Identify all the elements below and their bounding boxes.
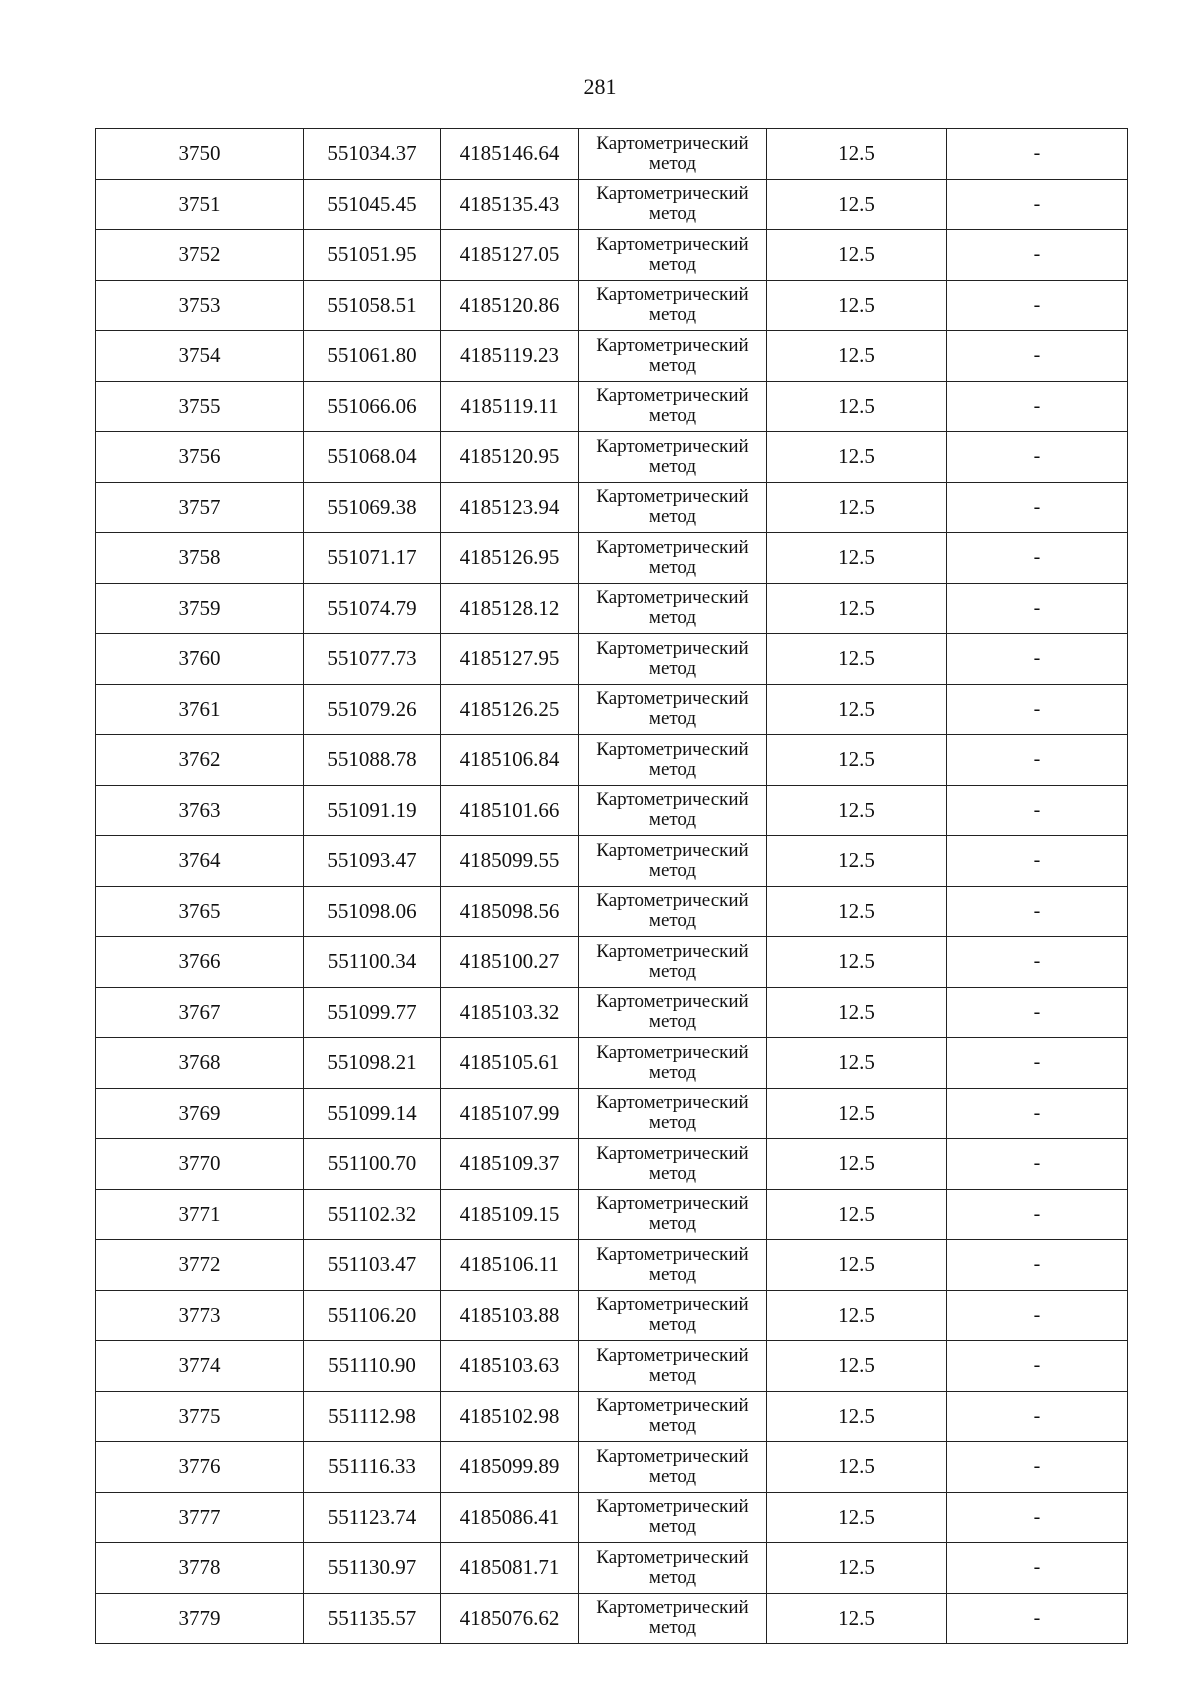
description-cell: - (947, 331, 1128, 382)
method-line-1: Картометрический (596, 587, 749, 609)
x-coordinate-cell: 551066.06 (304, 381, 441, 432)
table-row (96, 432, 1128, 483)
point-number-cell: 3751 (96, 179, 304, 230)
method-cell (579, 836, 767, 887)
x-coordinate-cell: 551135.57 (304, 1593, 441, 1644)
point-number-cell: 3772 (96, 1240, 304, 1291)
method-line-2: метод (648, 1617, 697, 1639)
method-line-1: Картометрический (596, 1496, 749, 1518)
method-line-2: метод (648, 910, 697, 932)
precision-cell: 12.5 (767, 432, 947, 483)
y-coordinate-cell: 4185120.95 (441, 432, 579, 483)
description-cell: - (947, 381, 1128, 432)
x-coordinate-cell: 551034.37 (304, 129, 441, 180)
point-number-cell: 3774 (96, 1341, 304, 1392)
x-coordinate-cell: 551102.32 (304, 1189, 441, 1240)
y-coordinate-cell: 4185119.11 (441, 381, 579, 432)
table-row (96, 735, 1128, 786)
method-line-2: метод (648, 405, 697, 427)
x-coordinate-cell: 551112.98 (304, 1391, 441, 1442)
method-line-1: Картометрический (596, 284, 749, 306)
method-line-1: Картометрический (596, 435, 749, 457)
description-cell: - (947, 886, 1128, 937)
description-cell: - (947, 280, 1128, 331)
method-line-2: метод (648, 506, 697, 528)
y-coordinate-cell: 4185119.23 (441, 331, 579, 382)
description-cell: - (947, 1088, 1128, 1139)
method-line-1: Картометрический (596, 738, 749, 760)
method-cell (579, 937, 767, 988)
x-coordinate-cell: 551093.47 (304, 836, 441, 887)
method-line-2: метод (648, 304, 697, 326)
precision-cell: 12.5 (767, 179, 947, 230)
method-line-2: метод (648, 1415, 697, 1437)
x-coordinate-cell: 551071.17 (304, 533, 441, 584)
table-row (96, 280, 1128, 331)
method-cell (579, 1341, 767, 1392)
method-line-1: Картометрический (596, 688, 749, 710)
precision-cell: 12.5 (767, 1189, 947, 1240)
method-line-1: Картометрический (596, 789, 749, 811)
description-cell: - (947, 1391, 1128, 1442)
description-cell: - (947, 1290, 1128, 1341)
method-line-1: Картометрический (596, 1041, 749, 1063)
y-coordinate-cell: 4185126.25 (441, 684, 579, 735)
coordinates-table (95, 128, 1128, 1644)
method-line-2: метод (648, 354, 697, 376)
y-coordinate-cell: 4185123.94 (441, 482, 579, 533)
precision-cell: 12.5 (767, 583, 947, 634)
point-number-cell: 3768 (96, 1038, 304, 1089)
precision-cell: 12.5 (767, 1038, 947, 1089)
table-row (96, 1240, 1128, 1291)
method-line-1: Картометрический (596, 334, 749, 356)
x-coordinate-cell: 551079.26 (304, 684, 441, 735)
precision-cell: 12.5 (767, 684, 947, 735)
table-row (96, 785, 1128, 836)
table-row (96, 230, 1128, 281)
description-cell: - (947, 684, 1128, 735)
description-cell: - (947, 230, 1128, 281)
point-number-cell: 3752 (96, 230, 304, 281)
y-coordinate-cell: 4185076.62 (441, 1593, 579, 1644)
precision-cell: 12.5 (767, 1240, 947, 1291)
precision-cell: 12.5 (767, 785, 947, 836)
method-cell (579, 482, 767, 533)
method-cell (579, 886, 767, 937)
method-cell (579, 432, 767, 483)
x-coordinate-cell: 551100.70 (304, 1139, 441, 1190)
method-line-1: Картометрический (596, 890, 749, 912)
method-line-1: Картометрический (596, 1546, 749, 1568)
method-cell (579, 230, 767, 281)
x-coordinate-cell: 551061.80 (304, 331, 441, 382)
description-cell: - (947, 987, 1128, 1038)
table-row (96, 1391, 1128, 1442)
precision-cell: 12.5 (767, 1290, 947, 1341)
point-number-cell: 3770 (96, 1139, 304, 1190)
method-line-2: метод (648, 1566, 697, 1588)
precision-cell: 12.5 (767, 129, 947, 180)
x-coordinate-cell: 551045.45 (304, 179, 441, 230)
precision-cell: 12.5 (767, 634, 947, 685)
x-coordinate-cell: 551069.38 (304, 482, 441, 533)
precision-cell: 12.5 (767, 230, 947, 281)
method-line-1: Картометрический (596, 132, 749, 154)
method-cell (579, 331, 767, 382)
x-coordinate-cell: 551106.20 (304, 1290, 441, 1341)
precision-cell: 12.5 (767, 1088, 947, 1139)
point-number-cell: 3757 (96, 482, 304, 533)
method-line-2: метод (648, 657, 697, 679)
y-coordinate-cell: 4185127.05 (441, 230, 579, 281)
y-coordinate-cell: 4185086.41 (441, 1492, 579, 1543)
method-cell (579, 129, 767, 180)
method-line-1: Картометрический (596, 991, 749, 1013)
description-cell: - (947, 533, 1128, 584)
y-coordinate-cell: 4185102.98 (441, 1391, 579, 1442)
method-cell (579, 1543, 767, 1594)
y-coordinate-cell: 4185128.12 (441, 583, 579, 634)
y-coordinate-cell: 4185127.95 (441, 634, 579, 685)
x-coordinate-cell: 551091.19 (304, 785, 441, 836)
method-line-2: метод (648, 203, 697, 225)
method-line-2: метод (648, 1112, 697, 1134)
precision-cell: 12.5 (767, 1391, 947, 1442)
method-cell (579, 1492, 767, 1543)
method-cell (579, 1240, 767, 1291)
point-number-cell: 3764 (96, 836, 304, 887)
method-line-2: метод (648, 1465, 697, 1487)
description-cell: - (947, 583, 1128, 634)
method-cell (579, 684, 767, 735)
method-cell (579, 1442, 767, 1493)
method-line-1: Картометрический (596, 233, 749, 255)
method-cell (579, 1088, 767, 1139)
table-row (96, 1341, 1128, 1392)
point-number-cell: 3767 (96, 987, 304, 1038)
y-coordinate-cell: 4185098.56 (441, 886, 579, 937)
description-cell: - (947, 634, 1128, 685)
precision-cell: 12.5 (767, 1492, 947, 1543)
method-line-2: метод (648, 758, 697, 780)
point-number-cell: 3778 (96, 1543, 304, 1594)
method-cell (579, 1189, 767, 1240)
method-cell (579, 280, 767, 331)
method-cell (579, 735, 767, 786)
description-cell: - (947, 937, 1128, 988)
x-coordinate-cell: 551099.14 (304, 1088, 441, 1139)
point-number-cell: 3776 (96, 1442, 304, 1493)
description-cell: - (947, 1442, 1128, 1493)
precision-cell: 12.5 (767, 1442, 947, 1493)
precision-cell: 12.5 (767, 987, 947, 1038)
description-cell: - (947, 1240, 1128, 1291)
x-coordinate-cell: 551051.95 (304, 230, 441, 281)
description-cell: - (947, 1189, 1128, 1240)
method-line-2: метод (648, 1516, 697, 1538)
table-row (96, 987, 1128, 1038)
table-row (96, 937, 1128, 988)
table-row (96, 1290, 1128, 1341)
method-line-2: метод (648, 607, 697, 629)
precision-cell: 12.5 (767, 331, 947, 382)
method-line-1: Картометрический (596, 1142, 749, 1164)
point-number-cell: 3779 (96, 1593, 304, 1644)
y-coordinate-cell: 4185120.86 (441, 280, 579, 331)
y-coordinate-cell: 4185081.71 (441, 1543, 579, 1594)
table-row (96, 1543, 1128, 1594)
method-cell (579, 1593, 767, 1644)
description-cell: - (947, 785, 1128, 836)
table-row (96, 129, 1128, 180)
x-coordinate-cell: 551068.04 (304, 432, 441, 483)
method-line-1: Картометрический (596, 839, 749, 861)
y-coordinate-cell: 4185109.15 (441, 1189, 579, 1240)
description-cell: - (947, 1139, 1128, 1190)
method-cell (579, 1139, 767, 1190)
method-line-1: Картометрический (596, 1597, 749, 1619)
y-coordinate-cell: 4185101.66 (441, 785, 579, 836)
coordinates-table-body (96, 129, 1128, 1644)
table-row (96, 1038, 1128, 1089)
page-number: 281 (583, 74, 617, 99)
method-line-1: Картометрический (596, 1395, 749, 1417)
method-line-2: метод (648, 455, 697, 477)
description-cell: - (947, 432, 1128, 483)
method-line-2: метод (648, 1364, 697, 1386)
point-number-cell: 3754 (96, 331, 304, 382)
method-line-1: Картометрический (596, 1445, 749, 1467)
method-line-2: метод (648, 1011, 697, 1033)
precision-cell: 12.5 (767, 381, 947, 432)
table-row (96, 533, 1128, 584)
y-coordinate-cell: 4185099.55 (441, 836, 579, 887)
x-coordinate-cell: 551110.90 (304, 1341, 441, 1392)
method-line-2: метод (648, 1263, 697, 1285)
point-number-cell: 3756 (96, 432, 304, 483)
y-coordinate-cell: 4185103.88 (441, 1290, 579, 1341)
y-coordinate-cell: 4185107.99 (441, 1088, 579, 1139)
point-number-cell: 3753 (96, 280, 304, 331)
x-coordinate-cell: 551077.73 (304, 634, 441, 685)
precision-cell: 12.5 (767, 1593, 947, 1644)
table-row (96, 886, 1128, 937)
table-row (96, 1139, 1128, 1190)
method-line-1: Картометрический (596, 183, 749, 205)
method-cell (579, 179, 767, 230)
method-cell (579, 1290, 767, 1341)
x-coordinate-cell: 551088.78 (304, 735, 441, 786)
point-number-cell: 3771 (96, 1189, 304, 1240)
description-cell: - (947, 482, 1128, 533)
method-line-2: метод (648, 708, 697, 730)
precision-cell: 12.5 (767, 735, 947, 786)
table-row (96, 331, 1128, 382)
y-coordinate-cell: 4185146.64 (441, 129, 579, 180)
method-line-2: метод (648, 1314, 697, 1336)
method-line-2: метод (648, 809, 697, 831)
point-number-cell: 3763 (96, 785, 304, 836)
table-row (96, 583, 1128, 634)
y-coordinate-cell: 4185109.37 (441, 1139, 579, 1190)
table-row (96, 1442, 1128, 1493)
point-number-cell: 3765 (96, 886, 304, 937)
table-row (96, 1492, 1128, 1543)
table-row (96, 1593, 1128, 1644)
point-number-cell: 3775 (96, 1391, 304, 1442)
description-cell: - (947, 1492, 1128, 1543)
precision-cell: 12.5 (767, 1341, 947, 1392)
method-line-1: Картометрический (596, 637, 749, 659)
method-cell (579, 1038, 767, 1089)
x-coordinate-cell: 551103.47 (304, 1240, 441, 1291)
y-coordinate-cell: 4185126.95 (441, 533, 579, 584)
description-cell: - (947, 129, 1128, 180)
table-row (96, 634, 1128, 685)
method-line-1: Картометрический (596, 1193, 749, 1215)
method-cell (579, 987, 767, 1038)
method-line-1: Картометрический (596, 1243, 749, 1265)
method-line-1: Картометрический (596, 940, 749, 962)
y-coordinate-cell: 4185135.43 (441, 179, 579, 230)
point-number-cell: 3760 (96, 634, 304, 685)
y-coordinate-cell: 4185105.61 (441, 1038, 579, 1089)
x-coordinate-cell: 551058.51 (304, 280, 441, 331)
table-row (96, 179, 1128, 230)
method-line-2: метод (648, 1061, 697, 1083)
method-cell (579, 381, 767, 432)
table-row (96, 836, 1128, 887)
x-coordinate-cell: 551098.06 (304, 886, 441, 937)
description-cell: - (947, 1543, 1128, 1594)
y-coordinate-cell: 4185100.27 (441, 937, 579, 988)
method-line-1: Картометрический (596, 1344, 749, 1366)
method-cell (579, 533, 767, 584)
description-cell: - (947, 1593, 1128, 1644)
y-coordinate-cell: 4185099.89 (441, 1442, 579, 1493)
y-coordinate-cell: 4185103.63 (441, 1341, 579, 1392)
point-number-cell: 3758 (96, 533, 304, 584)
method-line-1: Картометрический (596, 486, 749, 508)
table-row (96, 482, 1128, 533)
method-line-1: Картометрический (596, 385, 749, 407)
description-cell: - (947, 179, 1128, 230)
point-number-cell: 3761 (96, 684, 304, 735)
x-coordinate-cell: 551100.34 (304, 937, 441, 988)
point-number-cell: 3777 (96, 1492, 304, 1543)
precision-cell: 12.5 (767, 1139, 947, 1190)
description-cell: - (947, 836, 1128, 887)
x-coordinate-cell: 551116.33 (304, 1442, 441, 1493)
point-number-cell: 3773 (96, 1290, 304, 1341)
x-coordinate-cell: 551074.79 (304, 583, 441, 634)
precision-cell: 12.5 (767, 1543, 947, 1594)
method-cell (579, 583, 767, 634)
x-coordinate-cell: 551099.77 (304, 987, 441, 1038)
description-cell: - (947, 735, 1128, 786)
y-coordinate-cell: 4185103.32 (441, 987, 579, 1038)
point-number-cell: 3755 (96, 381, 304, 432)
precision-cell: 12.5 (767, 937, 947, 988)
table-row (96, 381, 1128, 432)
method-cell (579, 1391, 767, 1442)
method-line-2: метод (648, 960, 697, 982)
table-row (96, 1189, 1128, 1240)
method-line-2: метод (648, 1213, 697, 1235)
precision-cell: 12.5 (767, 280, 947, 331)
method-cell (579, 785, 767, 836)
x-coordinate-cell: 551130.97 (304, 1543, 441, 1594)
point-number-cell: 3759 (96, 583, 304, 634)
x-coordinate-cell: 551123.74 (304, 1492, 441, 1543)
precision-cell: 12.5 (767, 886, 947, 937)
precision-cell: 12.5 (767, 482, 947, 533)
method-cell (579, 634, 767, 685)
table-row (96, 684, 1128, 735)
description-cell: - (947, 1341, 1128, 1392)
method-line-1: Картометрический (596, 536, 749, 558)
y-coordinate-cell: 4185106.84 (441, 735, 579, 786)
precision-cell: 12.5 (767, 533, 947, 584)
point-number-cell: 3769 (96, 1088, 304, 1139)
point-number-cell: 3750 (96, 129, 304, 180)
method-line-2: метод (648, 1162, 697, 1184)
method-line-1: Картометрический (596, 1092, 749, 1114)
method-line-1: Картометрический (596, 1294, 749, 1316)
method-line-2: метод (648, 152, 697, 174)
table-row (96, 1088, 1128, 1139)
point-number-cell: 3762 (96, 735, 304, 786)
y-coordinate-cell: 4185106.11 (441, 1240, 579, 1291)
point-number-cell: 3766 (96, 937, 304, 988)
method-line-2: метод (648, 253, 697, 275)
precision-cell: 12.5 (767, 836, 947, 887)
description-cell: - (947, 1038, 1128, 1089)
x-coordinate-cell: 551098.21 (304, 1038, 441, 1089)
method-line-2: метод (648, 859, 697, 881)
method-line-2: метод (648, 556, 697, 578)
